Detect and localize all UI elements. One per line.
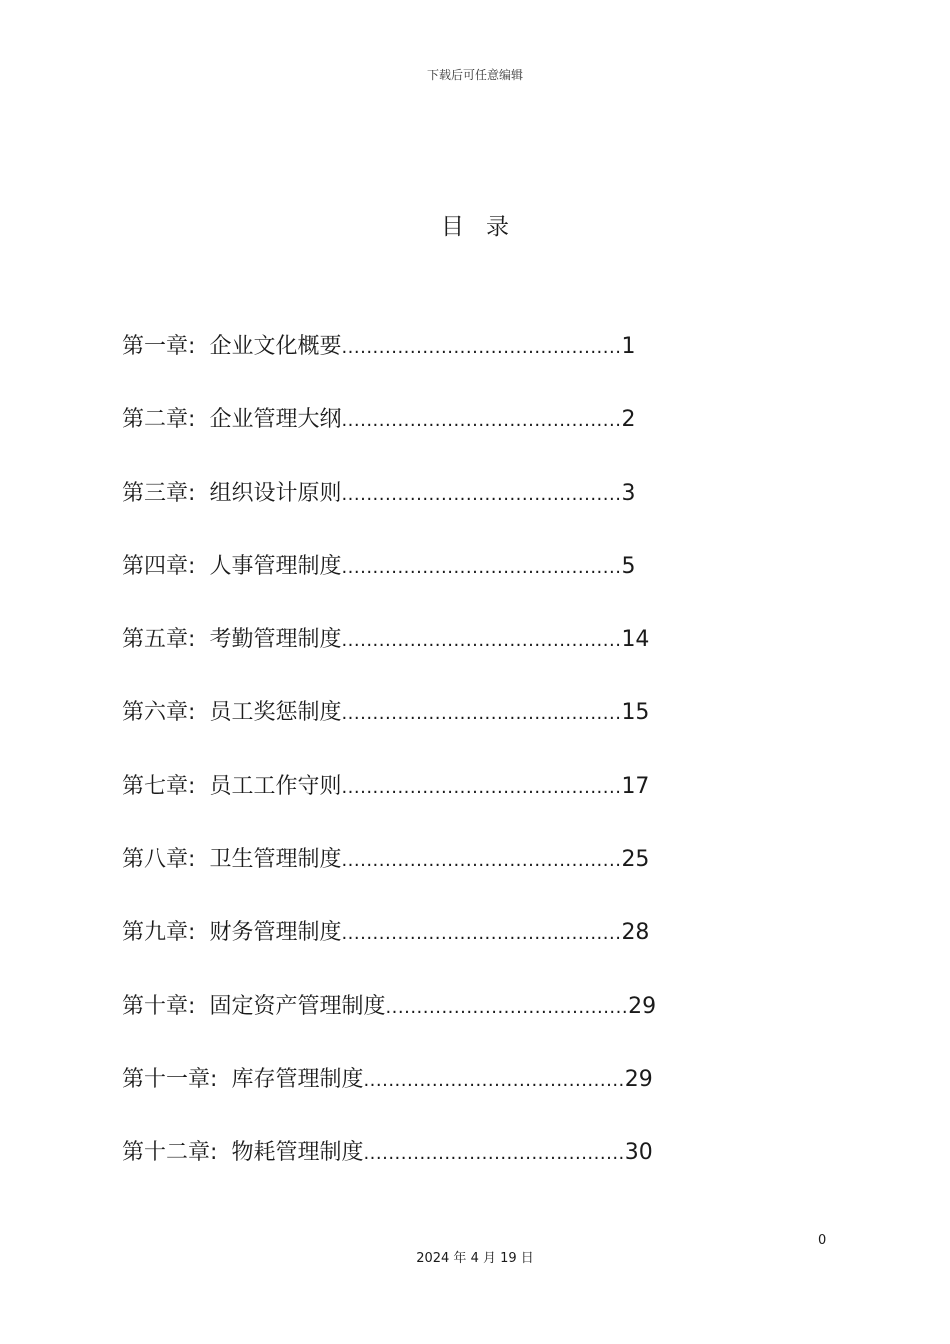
toc-entry[interactable] <box>122 770 656 843</box>
toc-entry[interactable] <box>122 696 656 769</box>
toc-leader-dots: ....................................... <box>385 996 629 1018</box>
toc-colon: : <box>188 407 196 433</box>
toc-entry-title: 考勤管理制度 <box>209 627 342 653</box>
toc-page-number: 17 <box>621 773 650 799</box>
footer-date: 2024 年 4 月 19 日 <box>416 1251 534 1266</box>
toc-leader-dots: ............................................. <box>341 337 622 358</box>
toc-chapter-label: 第四章 <box>122 553 189 579</box>
toc-leader-dots: ............................................. <box>341 776 622 798</box>
toc-entry[interactable] <box>122 1136 656 1209</box>
toc-page-number: 29 <box>628 993 657 1019</box>
toc-entry-title: 物耗管理制度 <box>231 1140 364 1166</box>
toc-colon: : <box>210 1140 218 1166</box>
toc-entry[interactable] <box>122 1063 656 1136</box>
toc-chapter-label: 第一章 <box>122 334 189 359</box>
toc-entry[interactable] <box>122 916 656 989</box>
toc-page-number: 25 <box>621 847 650 873</box>
toc-entry-title: 企业管理大纲 <box>209 407 342 433</box>
toc-colon: : <box>210 1066 218 1092</box>
toc-entry-title: 财务管理制度 <box>209 920 342 946</box>
toc-leader-dots: ............................................. <box>341 703 622 725</box>
toc-chapter-label: 第十一章 <box>122 1066 211 1092</box>
toc-leader-dots: ............................................. <box>341 850 622 872</box>
toc-entry-title: 员工工作守则 <box>209 773 342 799</box>
toc-chapter-label: 第八章 <box>122 847 189 873</box>
header-note: 下载后可任意编辑 <box>426 68 523 82</box>
toc-chapter-label: 第七章 <box>122 773 189 799</box>
toc-entry-title: 卫生管理制度 <box>209 847 342 873</box>
toc-page-number: 1 <box>621 334 636 359</box>
toc-colon: : <box>188 773 196 799</box>
toc-page-number: 5 <box>621 553 636 579</box>
toc-leader-dots: .......................................... <box>363 1069 625 1091</box>
toc-entry-title: 人事管理制度 <box>209 553 342 579</box>
toc-leader-dots: ............................................. <box>341 556 622 578</box>
toc-entry[interactable] <box>122 477 656 550</box>
toc-entry[interactable] <box>122 330 656 403</box>
toc-colon: : <box>188 627 196 653</box>
page-number: 0 <box>818 1233 827 1248</box>
toc-leader-dots: .......................................... <box>363 1143 625 1165</box>
toc-entry[interactable] <box>122 843 656 916</box>
toc-chapter-label: 第十章 <box>122 993 189 1019</box>
toc-list <box>122 330 656 1210</box>
toc-entry[interactable] <box>122 990 656 1063</box>
toc-colon: : <box>188 700 196 726</box>
toc-page-number: 28 <box>621 920 650 946</box>
toc-colon: : <box>188 920 196 946</box>
toc-entry[interactable] <box>122 623 656 696</box>
toc-chapter-label: 第六章 <box>122 700 189 726</box>
toc-page-number: 30 <box>624 1140 653 1166</box>
toc-leader-dots: ............................................. <box>341 923 622 945</box>
toc-chapter-label: 第三章 <box>122 480 189 506</box>
toc-chapter-label: 第五章 <box>122 627 189 653</box>
toc-chapter-label: 第九章 <box>122 920 189 946</box>
toc-entry-title: 员工奖惩制度 <box>209 700 342 726</box>
toc-entry-title: 企业文化概要 <box>209 334 342 359</box>
toc-leader-dots: ............................................. <box>341 410 622 432</box>
toc-chapter-label: 第二章 <box>122 407 189 433</box>
toc-colon: : <box>188 334 196 359</box>
toc-leader-dots: ............................................. <box>341 483 622 505</box>
toc-entry-title: 组织设计原则 <box>209 480 342 506</box>
toc-colon: : <box>188 553 196 579</box>
toc-page-number: 29 <box>624 1066 653 1092</box>
toc-page-number: 14 <box>621 627 650 653</box>
toc-page-number: 15 <box>621 700 650 726</box>
toc-colon: : <box>188 847 196 873</box>
toc-leader-dots: ............................................. <box>341 630 622 652</box>
toc-entry[interactable] <box>122 403 656 476</box>
toc-page-number: 3 <box>621 480 636 506</box>
toc-colon: : <box>188 993 196 1019</box>
toc-page-number: 2 <box>621 407 636 433</box>
toc-entry-title: 固定资产管理制度 <box>209 993 386 1019</box>
toc-colon: : <box>188 480 196 506</box>
toc-chapter-label: 第十二章 <box>122 1140 211 1166</box>
toc-title: 目录 <box>441 214 531 240</box>
toc-entry-title: 库存管理制度 <box>231 1066 364 1092</box>
toc-entry[interactable] <box>122 550 656 623</box>
